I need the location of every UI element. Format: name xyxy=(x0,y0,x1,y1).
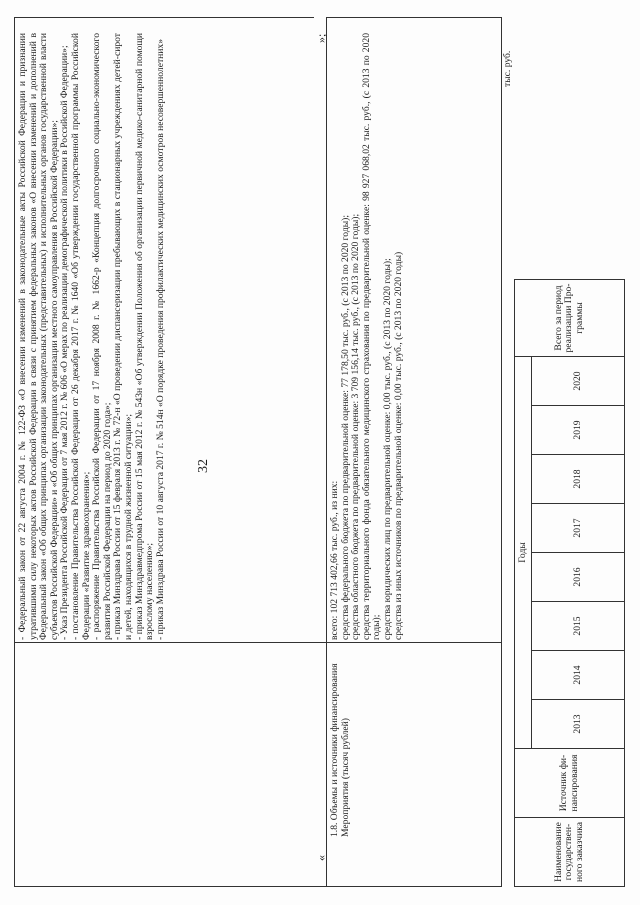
year-header: 2016 xyxy=(532,553,625,602)
law-item: - приказ Минздрава России от 10 августа 2017 г. № 514н «О порядке проведения профилактических медицинских осмотров несовершеннолетних» xyxy=(154,38,166,640)
law-item: - приказ Минздравмедпрома России от 15 мая 2012 г. № 543н «Об утверждении Положения об организации первичной медико-санитарной помощи взрослому населению»; xyxy=(133,33,156,640)
row-divider-bottom xyxy=(501,17,502,887)
law-item: - приказ Минздрава России от 15 февраля 2013 г. № 72-н «О проведении диспансеризации пребывающих в стационарных учреждениях детей-сирот и детей, находящихся в трудной жизненной ситуации»; xyxy=(112,33,134,640)
opening-quote: « xyxy=(314,855,328,861)
law-item: - распоряжение Правительства Российской Федерации от 17 ноября 2008 г. № 1662-р «Концепция долгосрочного социально-экономического развития Российской Федерации на период до 2020 года»; xyxy=(91,33,113,640)
year-header: 2019 xyxy=(532,406,625,455)
table-left-border xyxy=(14,886,502,887)
year-header: 2020 xyxy=(532,357,625,406)
funding-line: средства областного бюджета по предварительной оценке: 3 709 156,14 тыс. руб., (с 2013 по 2020 годы); xyxy=(350,213,362,640)
funding-line: средства из иных источников по предварительной оценке: 0,00 тыс. руб., (с 2013 по 2020 годы) xyxy=(392,251,404,640)
row-divider xyxy=(326,17,327,887)
year-header: 2013 xyxy=(532,700,625,749)
years-group-header: Годы xyxy=(515,357,532,749)
years-table xyxy=(514,279,625,887)
page-number: 32 xyxy=(196,459,211,473)
funding-line: средства федерального бюджета по предварительной оценке: 77 178,50 тыс. руб., (с 2013 по 2020 годы); xyxy=(339,214,351,640)
year-header: 2017 xyxy=(532,504,625,553)
table-top-border xyxy=(14,17,15,887)
table-right-border xyxy=(14,17,314,18)
column-divider xyxy=(14,642,502,643)
year-header: 2018 xyxy=(532,455,625,504)
law-item: - постановление Правительства Российской Федерации от 26 декабря 2017 г. № 1640 «Об утверждении государственной программы Российской Федерации «Развитие здравоохранения»; xyxy=(69,33,92,640)
legal-basis-cell xyxy=(18,33,315,640)
funding-line: средства юридических лиц по предварительной оценке: 0,00 тыс. руб., (с 2013 по 2020 годы); xyxy=(381,258,393,640)
total-header: Всего за период реализации Про-граммы xyxy=(515,280,625,357)
law-item: - Указ Президента Российской Федерации от 7 мая 2012 г. № 606 «О мерах по реализации демографической политики в Российской Федерации»; xyxy=(59,45,71,640)
law-item: - Федеральный закон от 22 августа 2004 г. № 122-ФЗ «О внесении изменений в законодательные акты Российской Федерации и признании утратившими силу некоторых актов Российской Федерации в связи с принятием федеральных законов «О внесении изменений и дополнений в Федеральный закон «Об общих принципах организации законодательных (представительных) и исполнительных органов государственной власти субъектов Российской Федерации» и «Об общих принципах организации местного самоуправления в Российской Федерации»; xyxy=(17,33,60,640)
table-right-border-lower xyxy=(326,17,502,18)
funding-line: всего: 102 713 402,66 тыс. руб., из них: xyxy=(329,480,340,640)
funding-line: средства территориального фонда обязательного медицинского страхования по предварительной оценке: 98 927 068,02 тыс. руб., (с 2013 по 2020 годы); xyxy=(360,33,383,640)
closing-quote: »; xyxy=(314,33,328,43)
source-header: Источник фи-нансирования xyxy=(515,749,625,818)
year-header: 2015 xyxy=(532,602,625,651)
funding-cell xyxy=(330,33,404,640)
funding-row-label: 1.8. Объемы и источники финансирования Мероприятия (тысяч рублей) xyxy=(329,663,351,837)
year-header: 2014 xyxy=(532,651,625,700)
unit-label: тыс. руб. xyxy=(502,50,513,87)
customer-header: Наименование государствен-ного заказчика xyxy=(515,818,625,887)
